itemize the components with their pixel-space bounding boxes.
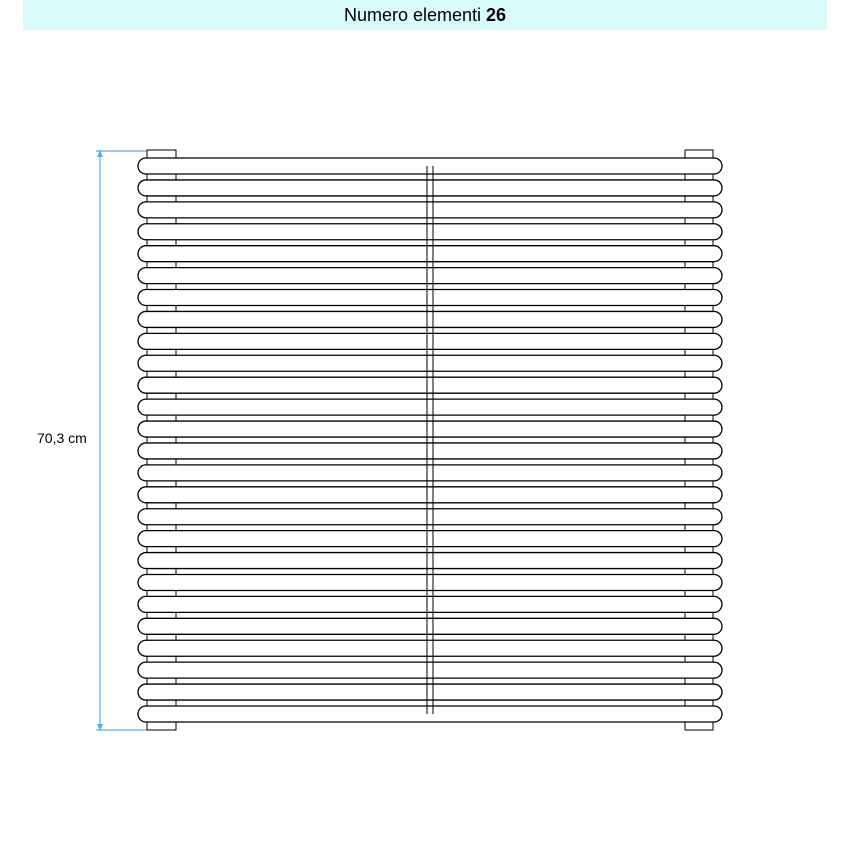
- radiator-tube: [138, 443, 722, 459]
- radiator-tube: [138, 290, 722, 306]
- radiator-tube: [138, 311, 722, 327]
- radiator-tube: [138, 618, 722, 634]
- tubes: [138, 158, 722, 722]
- radiator-tube: [138, 596, 722, 612]
- radiator-tube: [138, 574, 722, 590]
- radiator-tube: [138, 706, 722, 722]
- title-prefix: Numero elementi: [343, 4, 482, 25]
- radiator-tube: [138, 421, 722, 437]
- element-count: 26: [486, 4, 507, 25]
- radiator-tube: [138, 531, 722, 547]
- radiator-tube: [138, 465, 722, 481]
- radiator-tube: [138, 268, 722, 284]
- radiator-tube: [138, 355, 722, 371]
- radiator-tube: [138, 202, 722, 218]
- height-dimension-label: 70,3 cm: [37, 430, 87, 446]
- radiator-tube: [138, 158, 722, 174]
- radiator-tube: [138, 662, 722, 678]
- radiator-tube: [138, 333, 722, 349]
- radiator-tube: [138, 640, 722, 656]
- radiator-tube: [138, 509, 722, 525]
- radiator-tube: [138, 377, 722, 393]
- radiator-tube: [138, 246, 722, 262]
- radiator-tube: [138, 224, 722, 240]
- radiator-tube: [138, 684, 722, 700]
- radiator-tube: [138, 180, 722, 196]
- radiator-tube: [138, 399, 722, 415]
- radiator-tube: [138, 553, 722, 569]
- radiator-tube: [138, 487, 722, 503]
